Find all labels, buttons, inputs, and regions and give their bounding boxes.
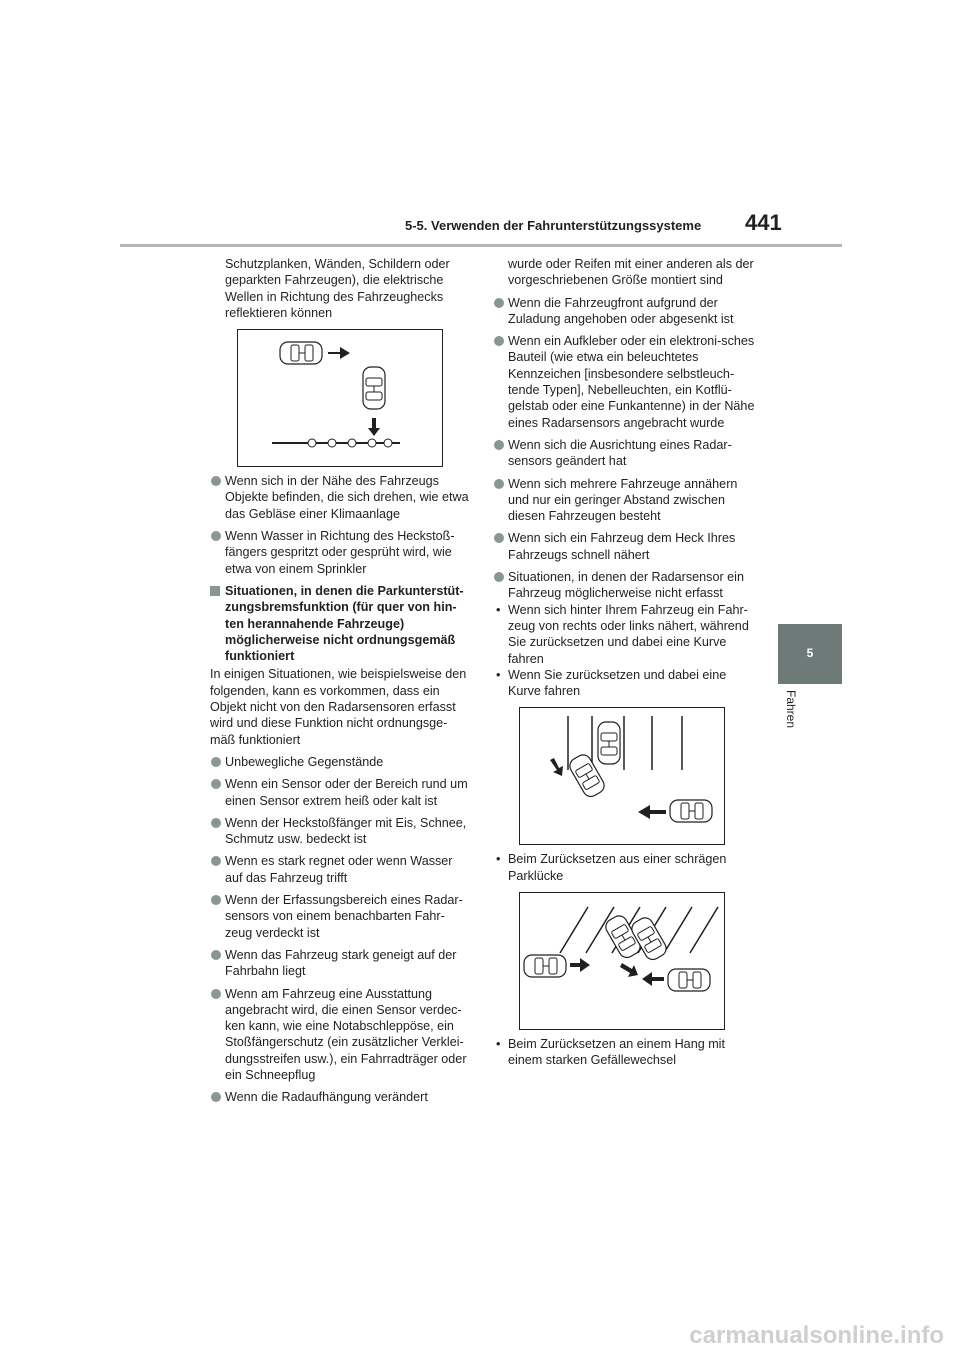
arrow-right-icon: [570, 958, 590, 972]
post-icon: [348, 439, 356, 447]
list-item: Wenn Wasser in Richtung des Heckstoß-fängers gespritzt oder gesprüht wird, wie etwa von einem Sprinkler: [210, 528, 470, 577]
list-item: Wenn sich die Ausrichtung eines Radar-sensors geändert hat: [493, 437, 755, 470]
dash-item: • Beim Zurücksetzen an einem Hang mit einem starken Gefällewechsel: [493, 1036, 755, 1069]
arrow-icon: [620, 963, 638, 977]
dash-item: • Wenn sich hinter Ihrem Fahrzeug ein Fahr-zeug von rechts oder links nähert, während Sie zurücksetzen und dabei eine Kurve fahren: [493, 602, 755, 667]
body-paragraph: In einigen Situationen, wie beispielsweise den folgenden, kann es vorkommen, dass ein Objekt nicht von den Radarsensoren erfasst wird und diese Funktion nicht ordnungsge-mäß funktioniert: [210, 667, 467, 747]
list-item: Situationen, in denen der Radarsensor ein Fahrzeug möglicherweise nicht erfasst: [493, 569, 755, 602]
car-icon: [668, 969, 710, 991]
watermark: carmanualsonline.info: [689, 1322, 944, 1349]
list-item: Wenn es stark regnet oder wenn Wasser auf das Fahrzeug trifft: [210, 853, 470, 886]
list-item: Wenn die Radaufhängung verändert: [210, 1089, 470, 1105]
dash-item: • Beim Zurücksetzen aus einer schrägen Parklücke: [493, 851, 755, 884]
post-icon: [368, 439, 376, 447]
post-icon: [328, 439, 336, 447]
car-icon: [363, 367, 385, 409]
car-icon: [598, 722, 620, 764]
chapter-tab-number: 5: [806, 646, 814, 660]
list-item: Wenn die Fahrzeugfront aufgrund der Zuladung angehoben oder abgesenkt ist: [493, 295, 755, 328]
arrow-icon: [550, 758, 563, 776]
right-column: [493, 256, 755, 1069]
list-item: Wenn das Fahrzeug stark geneigt auf der Fahrbahn liegt: [210, 947, 470, 980]
right-continuation: wurde oder Reifen mit einer anderen als der vorgeschriebenen Größe montiert sind: [508, 257, 754, 288]
list-item: Wenn sich in der Nähe des Fahrzeugs Objekte befinden, die sich drehen, wie etwa das Gebläse einer Klimaanlage: [210, 473, 470, 522]
figure-radar-reflection: [237, 329, 443, 467]
list-item: Wenn sich ein Fahrzeug dem Heck Ihres Fahrzeugs schnell nähert: [493, 530, 755, 563]
list-item: Wenn der Heckstoßfänger mit Eis, Schnee, Schmutz usw. bedeckt ist: [210, 815, 470, 848]
chapter-tab-label: Fahren: [784, 690, 798, 729]
left-column: [210, 256, 470, 1112]
arrow-down-icon: [368, 418, 380, 436]
arrow-right-icon: [328, 347, 350, 359]
section-heading: Situationen, in denen die Parkunterstüt-zungsbremsfunktion (für quer von hin-ten herannahende Fahrzeuge) möglicherweise nicht ordnungsgemäß funktioniert: [210, 583, 470, 664]
post-icon: [308, 439, 316, 447]
car-icon: [670, 800, 712, 822]
figure-angled-parking: [519, 892, 725, 1030]
section-title: 5-5. Verwenden der Fahrunterstützungssysteme: [405, 218, 702, 233]
car-icon: [524, 955, 566, 977]
intro-continuation: Schutzplanken, Wänden, Schildern oder geparkten Fahrzeugen), die elektrische Wellen in Richtung des Fahrzeughecks reflektieren können: [225, 257, 450, 320]
page-number: 441: [745, 210, 782, 235]
arrow-left-icon: [638, 805, 666, 819]
list-item: Wenn am Fahrzeug eine Ausstattung angebracht wird, die einen Sensor verdec-ken kann, wie eine Notabschleppöse, ein Stoßfängerschutz (ein zusätzlicher Verklei-dungsstreifen usw.), ein Fahrradträger oder ein Schneepflug: [210, 986, 470, 1084]
dash-item: • Wenn Sie zurücksetzen und dabei eine Kurve fahren: [493, 667, 755, 700]
figure-reverse-turn: [519, 707, 725, 845]
list-item: Wenn ein Aufkleber oder ein elektroni-sches Bauteil (wie etwa ein beleuchtetes Kennzeichen [insbesondere selbstleuch-tende Typen], Nebelleuchten, ein Kotflü-gelstab oder eine Funkantenne) in der Nähe eines Radarsensors angebracht wurde: [493, 333, 755, 431]
header-rule: [120, 244, 842, 247]
list-item: Wenn der Erfassungsbereich eines Radar-sensors von einem benachbarten Fahr-zeug verdeckt ist: [210, 892, 470, 941]
car-icon: [280, 342, 322, 364]
list-item: Wenn ein Sensor oder der Bereich rund um einen Sensor extrem heiß oder kalt ist: [210, 776, 470, 809]
post-icon: [384, 439, 392, 447]
list-item: Wenn sich mehrere Fahrzeuge annähern und nur ein geringer Abstand zwischen diesen Fahrzeugen besteht: [493, 476, 755, 525]
list-item: Unbewegliche Gegenstände: [210, 754, 470, 770]
arrow-left-icon: [642, 972, 664, 986]
